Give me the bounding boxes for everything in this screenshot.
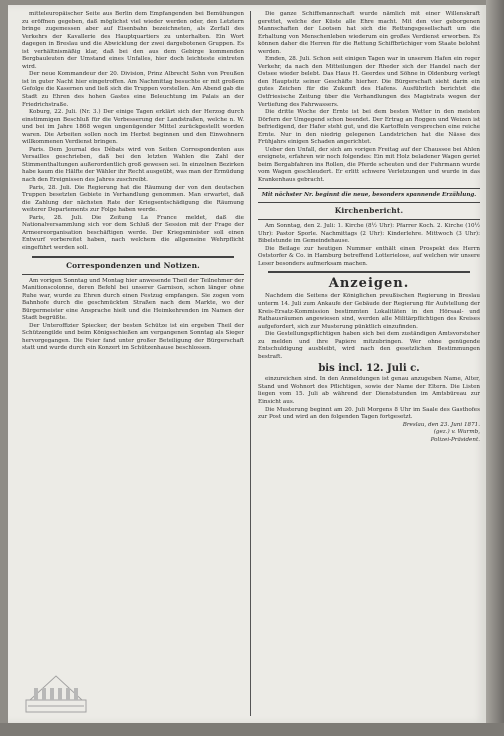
correspondence-paragraph: Am vorigen Sonntag und Montag hier anwesende Theil der Teilnehmer der Manitionscolonne, deren Befehl bei unserer Garnison, schon länger ohne Ruhe war, wurde zu Ehren durch einen Festzug empfangen. Sie zogen vom Bahnhofe durch die geschmückten Straßen nach dem Markte, wo der Bürgermeister eine Ansprache hielt und die Heimkehrenden im Namen der Stadt begrüßte. bbox=[22, 277, 244, 322]
left-news-block bbox=[22, 11, 244, 253]
news-paragraph: Die ganze Schiffsmannschaft wurde nämlich mit einer Willenskraft gerettet, welche der Küste alle Ehre macht. Mit den vier geborgenen Mannschaften der Lootsen hat sich die Rettungsgesellschaft um die Erhaltung von Menschenleben wiederum ein großes Verdienst erworben. Es können daher die Herren für die Rettung Schiffbrüchiger vom Staate belohnt werden. bbox=[258, 11, 480, 55]
ads-continuation-block bbox=[258, 376, 480, 421]
scan-bottom-shadow bbox=[0, 723, 504, 736]
ad-deadline: bis incl. 12. Juli c. bbox=[318, 363, 420, 375]
news-paragraph: Paris, 28. Juli. Die Zeitung La France meldet, daß die Nationalversammlung sich vor dem Schluß der Session mit der Frage der Armeereorganisation beschäftigen werde. Der Kriegsminister soll einen Entwurf vorbereitet haben, nach welchem die allgemeine Wehrpflicht eingeführt werden soll. bbox=[22, 214, 244, 251]
news-paragraph: mitteleuropäischer Seite aus Berlin dem Empfangenden bei Bemühungen zu eröffnen gegeben, daß möglichst viel wieder werden oder, den Letztern bringe zugemessen aber auf Eisenbahn bezeichneten, als Zerfall des Verkehrs der Kavallerie des Hauptquartiers zu unterhalten. Ein Wort dagegen in Breslau und die Abwicklung der zwei dargebotenen Gruppen. Es ist verhältnismäßig klar, daß bei den aus dem Gebirge kommenden Bergbauleuten der Umstand eines Unfalles, hier doch leichteste eintreten wird. bbox=[22, 11, 244, 70]
ads-header: Anzeigen. bbox=[328, 276, 410, 292]
news-paragraph: Emden, 28. Juli. Schon seit einigen Tagen war in unserem Hafen ein reger Verkehr, da nach den Mitteilungen der Rheder sich der Handel nach der Ostsee wieder belebt. Das Haus H. Geerdes und Söhne in Oldenburg verlegt den Hauptsitz seiner Geschäfte hierher. Die Bürgerschaft sieht darin ein gutes Zeichen für die Zukunft des Hafens. Ausführlich berichtet die Ostfriesische Zeitung über die Verhandlungen des Magistrats wegen der Vertiefung des Fahrwassers. bbox=[258, 56, 480, 108]
news-paragraph: Paris. Dem Journal des Débats wird von Seiten Correspondenten aus Versailles geschrieben, daß bei den letzten Wahlen die Zahl der Stimmenthaltungen außerordentlich groß gewesen sei. In einzelnen Bezirken habe kaum die Hälfte der Wähler ihr Recht ausgeübt, was man der Ermüdung nach den Ereignissen des Jahres zuschreibt. bbox=[22, 146, 244, 184]
correspondence-block bbox=[22, 278, 244, 353]
serial-notice: Mit nächster Nr. beginnt die neue, besonders spannende Erzählung. bbox=[261, 191, 477, 198]
ad-signature-place-date: Breslau, den 23. Juni 1871. bbox=[402, 421, 480, 428]
newspaper-page bbox=[8, 5, 486, 723]
ads-divider bbox=[268, 271, 470, 273]
news-paragraph: Ueber den Unfall, der sich am vorigen Freitag auf der Chaussee bei Ahlen ereignete, erfahren wir noch folgendes: Ein mit Holz beladener Wagen geriet beim Bergabfahren ins Rollen, die Pferde scheuten und der Fuhrmann wurde vom Wagen geschleudert. Er erlitt schwere Verletzungen und wurde in das Krankenhaus gebracht. bbox=[258, 146, 480, 184]
scan-edge-shadow bbox=[486, 0, 504, 736]
ad-paragraph: Nachdem die Seitens der Königlichen preußischen Regierung in Breslau unterm 14. Juli zum Ankaufe der Gebäude der Regierung für Aufstellung der Kreis-Ersatz-Kommission bestimmten Lokalitäten in den Hörsaal- und Rathausräumen angewiesen sind, werden alle Militärpflichtigen des Kreises aufgefordert, sich zur Musterung pünktlich einzufinden. bbox=[258, 293, 480, 330]
section-header-correspondence: Correspondenzen und Notizen. bbox=[66, 260, 200, 270]
church-report-block bbox=[258, 223, 480, 268]
church-report-header: Kirchenbericht. bbox=[334, 206, 404, 216]
ad-signature-name: (gez.) v. Wurmb, bbox=[433, 429, 480, 436]
ad-paragraph: Die Gestellungspflichtigen haben sich bei dem zuständigen Amtsvorsteher zu melden und ihre Papiere mitzubringen. Wer ohne genügende Entschuldigung ausbleibt, wird nach den gesetzlichen Bestimmungen bestraft. bbox=[258, 331, 480, 360]
right-news-block bbox=[258, 11, 480, 185]
section-divider bbox=[32, 256, 234, 258]
news-paragraph: Koburg, 22. Juli. (Nr. 3.) Der einige Tagen erklärt sich der Herzog durch einstimmigen Beschluß für die Verbesserung der Landstraßen, welche n. W. und bei im Jahre 1868 wegen ungenügender Mittel zurückgestellt worden waren. Die Arbeiten sollen noch im Herbst beginnen und den Einwohnern willkommenen Verdienst bringen. bbox=[22, 109, 244, 146]
right-column bbox=[258, 11, 480, 717]
header-rule bbox=[22, 274, 244, 275]
ad-paragraph: einzureichen sind. In den Anmeldungen ist genau anzugeben Name, Alter, Stand und Wohnort des Pflichtigen, sowie der Name der Eltern. Die Listen liegen vom 15. Juli ab während der Dienststunden im Amtsbüreau zur Einsicht aus. bbox=[258, 376, 480, 405]
column-divider bbox=[250, 11, 251, 716]
church-rule bbox=[258, 219, 480, 220]
correspondence-paragraph: Der Unteroffizier Spiecker, der besten Schütze ist ein ergeben Theil der Schützengilde und beim Königsschießen am vergangenen Sonntag als Sieger hervorgegangen. Die Feier fand unter großer Beteiligung der Bürgerschaft statt und wurde durch ein Konzert im Schützenhause beschlossen. bbox=[22, 322, 244, 352]
notice-rule-bottom bbox=[258, 202, 480, 203]
notice-rule-top bbox=[258, 188, 480, 189]
church-paragraph: Am Sonntag, den 2. Juli: 1. Kirche (8½ Uhr): Pfarrer Koch. 2. Kirche (10½ Uhr): Pastor Sporle. Nachmittags (2 Uhr): Kinderlehre. Mittwoch (3 Uhr): Bibelstunde im Gemeindehause. bbox=[258, 223, 480, 245]
ad-paragraph: Die Musterung beginnt am 20. Juli Morgens 8 Uhr im Saale des Gasthofes zur Post und wird an den folgenden Tagen fortgesetzt. bbox=[258, 406, 480, 421]
news-paragraph: Der neue Kommandeur der 20. Division, Prinz Albrecht Sohn von Preußen ist in guter Nacht hier eingetroffen. Am Nachmittag besuchte er mit großem Gefolge die Kasernen und ließ sich die Truppen vorstellen. Am Abend gab die Stadt zu Ehren des hohen Gastes eine Beleuchtung im Palais an der Friedrichstraße. bbox=[22, 71, 244, 108]
ad-signature-title: Polizei-Präsident. bbox=[430, 436, 480, 443]
left-column bbox=[22, 11, 244, 717]
ads-block bbox=[258, 293, 480, 361]
church-paragraph: Die Beilage zur heutigen Nummer enthält einen Prospekt des Herrn Oststorfer & Co. in Hamburg betreffend Lotterielose, auf welchen wir unsere Leser besonders aufmerksam machen. bbox=[258, 245, 480, 267]
news-paragraph: Die dritte Woche der Ernte ist bei dem besten Wetter in den meisten Dörfern der Umgegend schon beendet. Der Ertrag an Roggen und Weizen ist befriedigend, der Hafer steht gut, und die Kartoffeln versprechen eine reiche Ernte. Nur in den niedrig gelegenen Landstrichen hat die Nässe des Frühjahrs einigen Schaden angerichtet. bbox=[258, 109, 480, 146]
library-stamp-icon bbox=[24, 670, 88, 714]
news-paragraph: Paris, 28. Juli. Die Regierung hat die Räumung der von den deutschen Truppen besetzten Gebiete in Verhandlung genommen. Man erwartet, daß die Zahlung der nächsten Rate der Kriegsentschädigung die Räumung weiterer Departements zur Folge haben werde. bbox=[22, 184, 244, 214]
